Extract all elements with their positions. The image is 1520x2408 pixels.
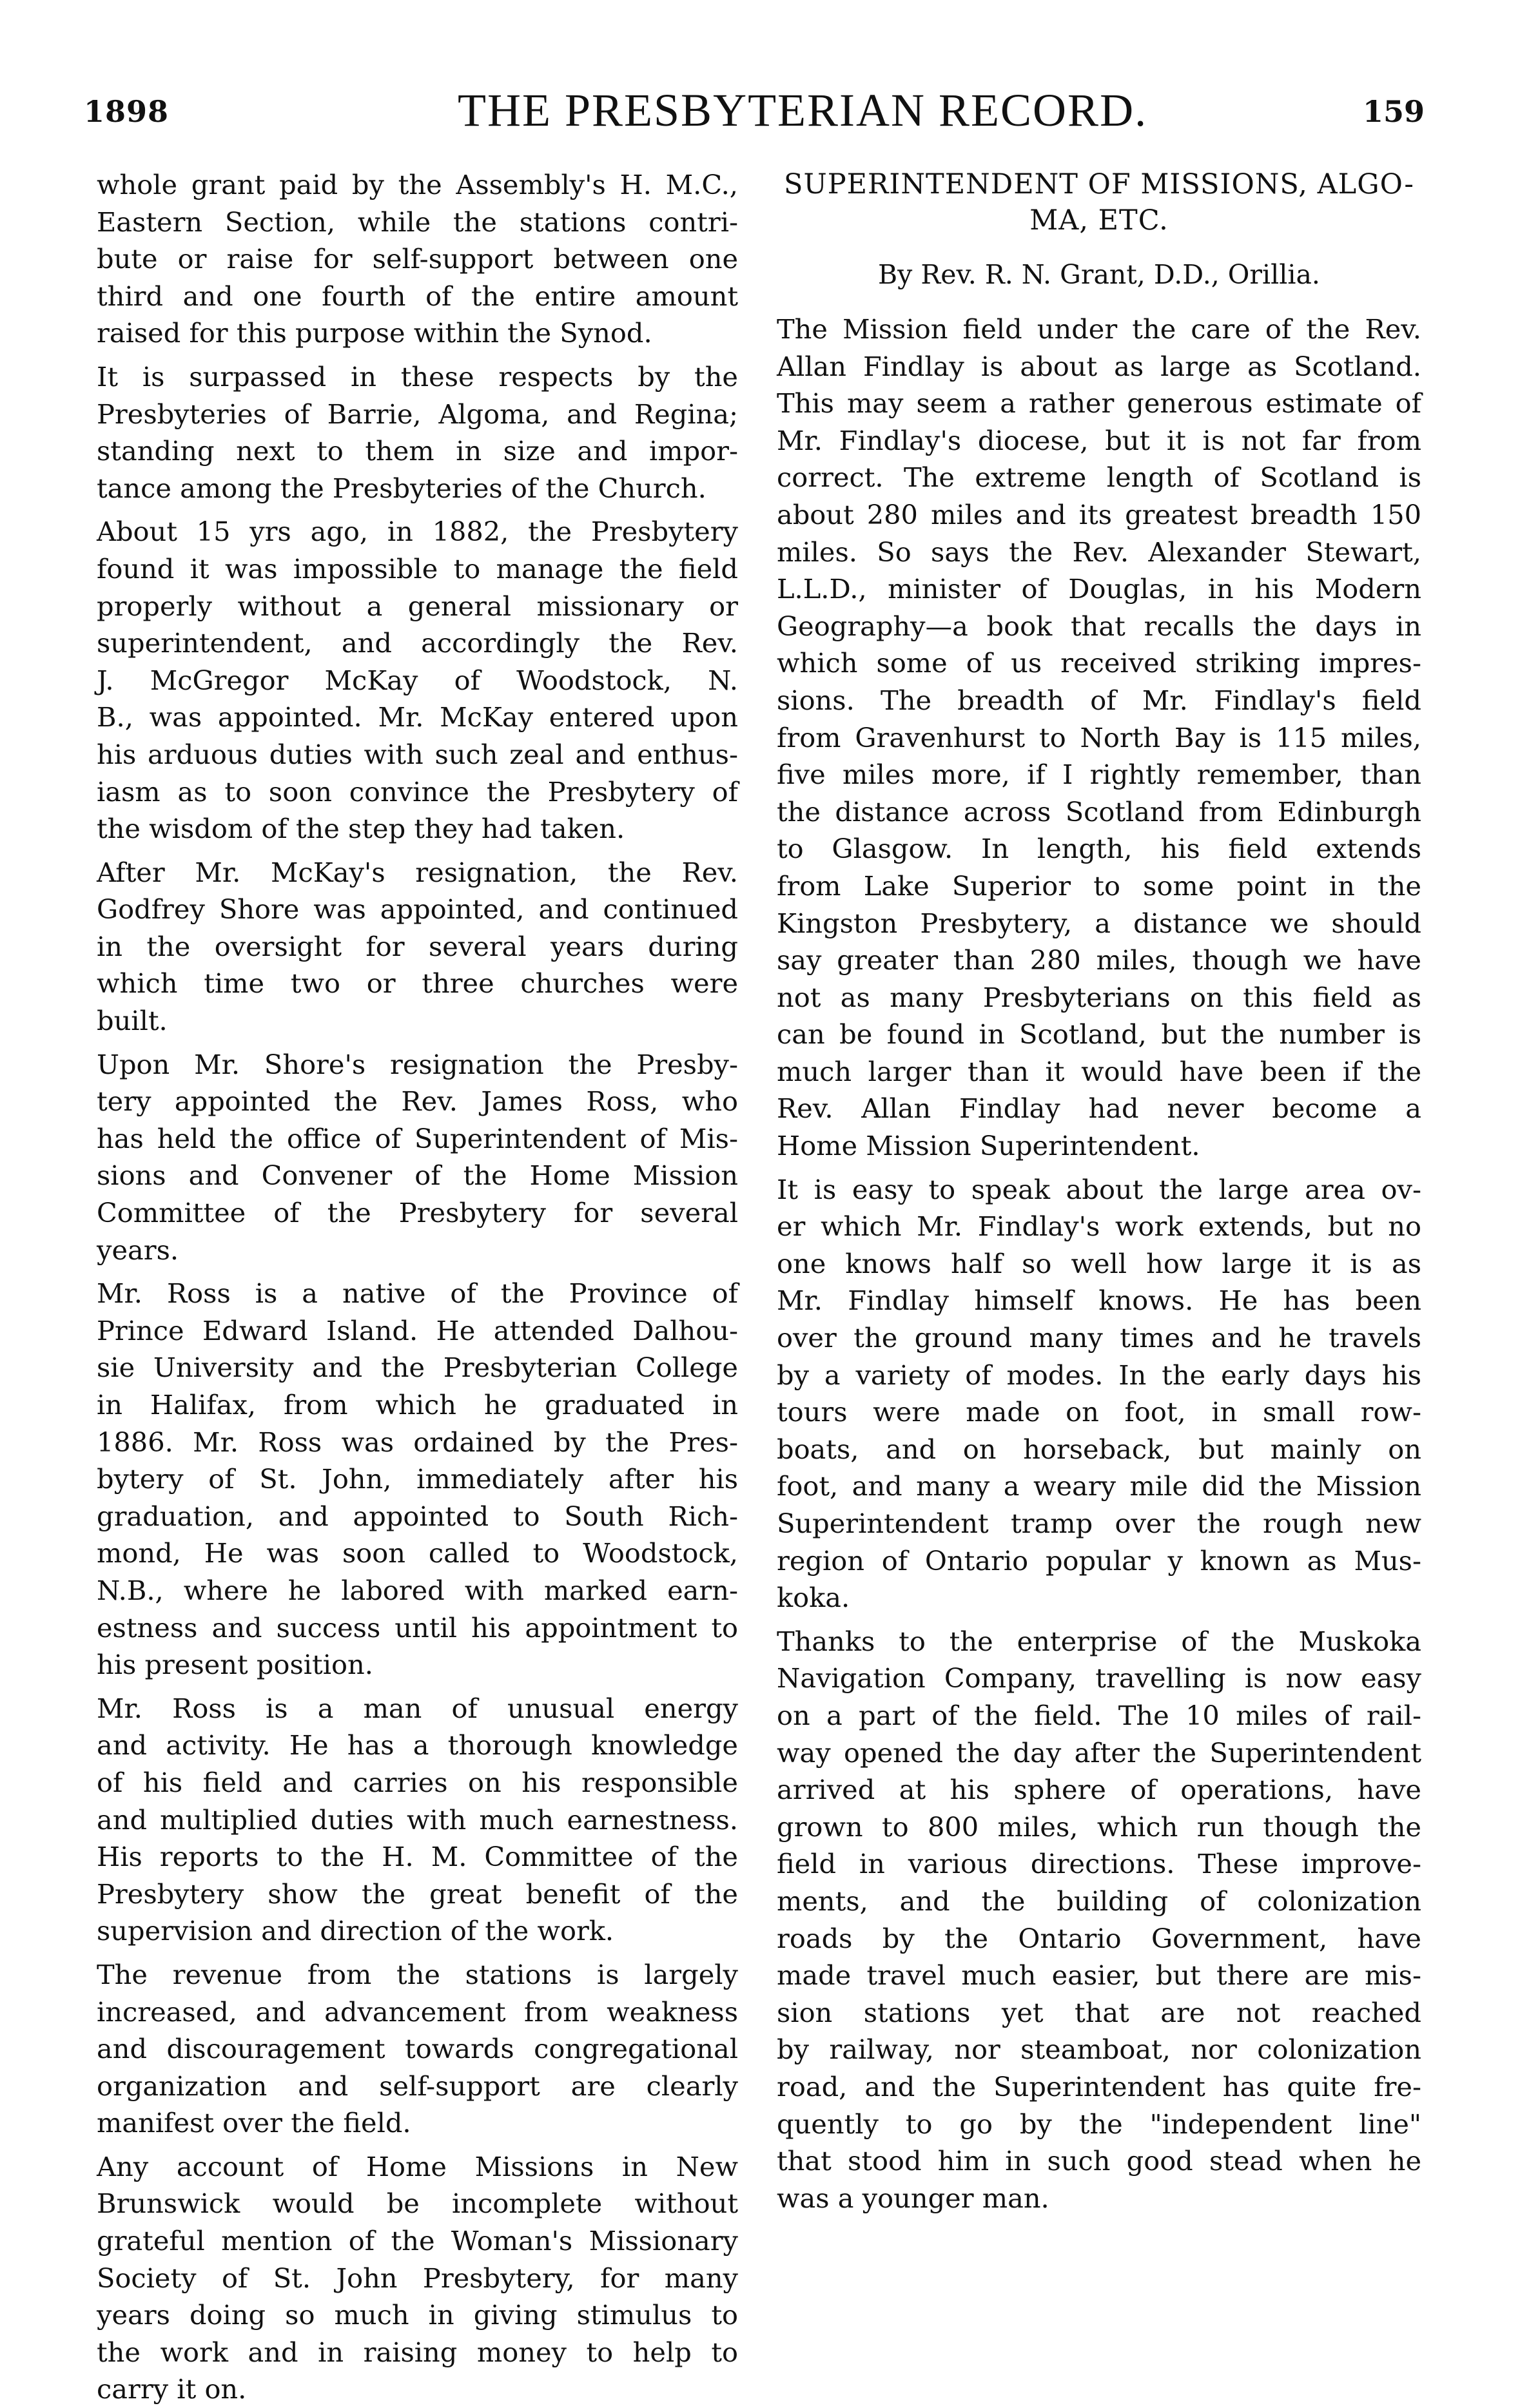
paragraph-gap [97, 1268, 738, 1275]
text-line: superintendent, and accordingly the Rev. [97, 627, 738, 659]
paragraph [777, 1623, 1421, 2217]
text-line: mond, He was soon called to Woodstock, [97, 1537, 738, 1569]
text-line: way opened the day after the Superintendent [777, 1736, 1421, 1769]
text-line: Rev. Allan Findlay had never become a [777, 1092, 1421, 1125]
article-byline: By Rev. R. N. Grant, D.D., Orillia. [878, 259, 1320, 290]
text-line: whole grant paid by the Assembly's H. M.C., [97, 169, 738, 200]
text-line: made travel much easier, but there are mis- [777, 1959, 1421, 1992]
text-line: tours were made on foot, in small row- [777, 1396, 1421, 1428]
text-line: Mr. Findlay himself knows. He has been [777, 1285, 1421, 1317]
text-line: miles. So says the Rev. Alexander Stewart, [777, 536, 1421, 568]
text-line: of his field and carries on his responsible [97, 1766, 738, 1798]
running-header [84, 84, 1425, 142]
text-line: years doing so much in giving stimulus to [97, 2299, 738, 2331]
text-line: organization and self-support are clearly [97, 2070, 738, 2102]
header-year: 1898 [84, 94, 170, 129]
paragraph [97, 1275, 738, 1684]
text-line: L.L.D., minister of Douglas, in his Modern [777, 573, 1421, 605]
text-line: supervision and direction of the work. [97, 1915, 614, 1947]
text-line: Kingston Presbytery, a distance we should [777, 907, 1421, 939]
text-line: third and one fourth of the entire amount [97, 280, 738, 312]
text-line: years. [97, 1234, 179, 1266]
text-line: Home Mission Superintendent. [777, 1130, 1200, 1162]
text-line: Mr. Ross is a native of the Province of [97, 1277, 738, 1310]
paragraph-gap [97, 1040, 738, 1046]
text-line: field in various directions. These improve- [777, 1848, 1421, 1880]
text-line: Geography—a book that recalls the days in [777, 610, 1421, 642]
left-column [97, 166, 738, 2408]
text-line: Presbytery show the great benefit of the [97, 1878, 738, 1910]
text-line: and multiplied duties with much earnestness. [97, 1803, 738, 1836]
article-heading-line-2: MA, ETC. [1029, 204, 1169, 237]
text-line: foot, and many a weary mile did the Mission [777, 1470, 1421, 1502]
text-line: tance among the Presbyteries of the Church. [97, 472, 706, 504]
text-line: in Halifax, from which he graduated in [97, 1389, 738, 1421]
text-line: from Gravenhurst to North Bay is 115 miles, [777, 721, 1421, 753]
text-line: It is surpassed in these respects by the [97, 360, 738, 393]
paragraph [97, 1956, 738, 2142]
text-line: raised for this purpose within the Synod. [97, 317, 652, 349]
paragraph [777, 311, 1421, 1165]
text-line: boats, and on horseback, but mainly on [777, 1433, 1421, 1465]
text-line: and activity. He has a thorough knowledge [97, 1729, 738, 1762]
text-line: Mr. Findlay's diocese, but it is not far from [777, 424, 1421, 456]
text-line: Godfrey Shore was appointed, and continued [97, 893, 738, 926]
text-line: Allan Findlay is about as large as Scotland. [777, 350, 1421, 382]
text-line: 1886. Mr. Ross was ordained by the Pres- [97, 1426, 738, 1458]
header-page-number: 159 [1362, 94, 1425, 129]
text-line: Any account of Home Missions in New [97, 2150, 738, 2182]
text-line: much larger than it would have been if the [777, 1055, 1421, 1087]
text-line: correct. The extreme length of Scotland is [777, 461, 1421, 494]
text-line: to Glasgow. In length, his field extends [777, 833, 1421, 865]
text-line: Prince Edward Island. He attended Dalhou- [97, 1314, 738, 1346]
text-line: was a younger man. [777, 2182, 1049, 2214]
text-line: B., was appointed. Mr. McKay entered upon [97, 701, 738, 733]
text-line: his arduous duties with such zeal and enthus- [97, 738, 738, 770]
paragraph-gap [777, 1165, 1421, 1171]
text-line: grateful mention of the Woman's Missionary [97, 2225, 738, 2257]
paragraph [97, 1046, 738, 1269]
paragraph [97, 513, 738, 847]
text-line: carry it on. [97, 2373, 247, 2405]
paragraph-gap [97, 1684, 738, 1690]
text-line: five miles more, if I rightly remember, than [777, 759, 1421, 791]
paragraph-gap [97, 848, 738, 854]
text-line: region of Ontario popular y known as Mus- [777, 1544, 1421, 1577]
text-line: which some of us received striking impres- [777, 647, 1421, 679]
text-line: by a variety of modes. In the early days his [777, 1359, 1421, 1391]
text-line: Navigation Company, travelling is now easy [777, 1662, 1421, 1694]
text-line: by railway, nor steamboat, nor colonization [777, 2034, 1421, 2066]
text-line: About 15 yrs ago, in 1882, the Presbytery [97, 516, 738, 548]
text-line: iasm as to soon convince the Presbytery of [97, 775, 738, 808]
text-line: Upon Mr. Shore's resignation the Presby- [97, 1048, 738, 1080]
text-line: built. [97, 1005, 168, 1037]
text-line: arrived at his sphere of operations, have [777, 1774, 1421, 1806]
paragraph [97, 1690, 738, 1950]
text-line: Brunswick would be incomplete without [97, 2188, 738, 2220]
right-column [777, 166, 1421, 2217]
paragraph-gap [97, 2142, 738, 2148]
text-line: Superintendent tramp over the rough new [777, 1508, 1421, 1539]
text-line: sions. The breadth of Mr. Findlay's field [777, 684, 1421, 716]
text-line: graduation, and appointed to South Rich- [97, 1500, 738, 1532]
paragraph-gap [777, 1617, 1421, 1623]
text-line: that stood him in such good stead when he [777, 2145, 1421, 2177]
text-line: N.B., where he labored with marked earn- [97, 1574, 738, 1606]
text-line: can be found in Scotland, but the number is [777, 1018, 1421, 1051]
text-line: Presbyteries of Barrie, Algoma, and Regina; [97, 398, 738, 430]
text-line: Society of St. John Presbytery, for many [97, 2262, 738, 2294]
text-line: found it was impossible to manage the field [97, 552, 738, 585]
text-line: road, and the Superintendent has quite fre- [777, 2070, 1421, 2102]
text-line: on a part of the field. The 10 miles of rail- [777, 1699, 1421, 1731]
text-line: The revenue from the stations is largely [97, 1958, 738, 1990]
text-line: bute or raise for self-support between one [97, 243, 738, 275]
text-line: ments, and the building of colonization [777, 1885, 1421, 1917]
article-heading-line-1: SUPERINTENDENT OF MISSIONS, ALGO- [784, 168, 1414, 200]
text-line: say greater than 280 miles, though we have [777, 944, 1421, 976]
paragraph [97, 166, 738, 352]
text-line: bytery of St. John, immediately after his [97, 1463, 738, 1495]
paragraph-gap [97, 1950, 738, 1956]
text-line: This may seem a rather generous estimate of [777, 387, 1421, 420]
text-line: the wisdom of the step they had taken. [97, 813, 625, 845]
paragraph [97, 358, 738, 507]
text-line: Thanks to the enterprise of the Muskoka [777, 1625, 1421, 1657]
text-line: manifest over the field. [97, 2107, 411, 2139]
text-line: J. McGregor McKay of Woodstock, N. [97, 664, 738, 696]
text-line: not as many Presbyterians on this field as [777, 981, 1421, 1013]
text-line: quently to go by the "independent line" [777, 2108, 1421, 2140]
text-line: estness and success until his appointment to [97, 1611, 738, 1644]
text-line: Mr. Ross is a man of unusual energy [97, 1692, 738, 1724]
text-line: His reports to the H. M. Committee of the [97, 1841, 738, 1873]
text-line: tery appointed the Rev. James Ross, who [97, 1085, 738, 1118]
text-line: roads by the Ontario Government, have [777, 1922, 1421, 1954]
paragraph [97, 2148, 738, 2408]
article-heading [777, 166, 1421, 238]
paragraph [97, 854, 738, 1040]
text-line: sie University and the Presbyterian College [97, 1352, 738, 1384]
text-line: the work and in raising money to help to [97, 2336, 738, 2368]
text-line: Committee of the Presbytery for several [97, 1197, 738, 1229]
text-line: about 280 miles and its greatest breadth 150 [777, 498, 1421, 530]
text-line: which time two or three churches were [97, 967, 738, 1000]
text-line: and discouragement towards congregational [97, 2033, 738, 2065]
text-line: from Lake Superior to some point in the [777, 869, 1421, 902]
text-line: his present position. [97, 1649, 373, 1681]
right-column-body [777, 311, 1421, 2217]
text-line: grown to 800 miles, which run though the [777, 1811, 1421, 1843]
text-line: After Mr. McKay's resignation, the Rev. [97, 856, 738, 888]
paragraph-gap [97, 507, 738, 513]
text-line: er which Mr. Findlay's work extends, but no [777, 1210, 1421, 1243]
text-line: sion stations yet that are not reached [777, 1996, 1421, 2028]
text-line: the distance across Scotland from Edinburgh [777, 795, 1421, 828]
text-line: Eastern Section, while the stations contri- [97, 206, 738, 238]
text-line: over the ground many times and he travels [777, 1322, 1421, 1354]
text-line: properly without a general missionary or [97, 590, 738, 622]
paragraph [777, 1171, 1421, 1617]
text-line: increased, and advancement from weakness [97, 1995, 738, 2028]
text-line: It is easy to speak about the large area ov- [777, 1173, 1421, 1205]
paragraph-gap [97, 352, 738, 358]
text-line: has held the office of Superintendent of Mis- [97, 1122, 738, 1154]
text-line: one knows half so well how large it is as [777, 1247, 1421, 1279]
text-line: The Mission field under the care of the Rev. [777, 313, 1421, 345]
header-title: THE PRESBYTERIAN RECORD. [458, 84, 1148, 136]
text-line: in the oversight for several years during [97, 930, 738, 962]
text-line: sions and Convener of the Home Mission [97, 1160, 738, 1192]
text-line: koka. [777, 1582, 850, 1614]
text-line: standing next to them in size and impor- [97, 435, 738, 467]
